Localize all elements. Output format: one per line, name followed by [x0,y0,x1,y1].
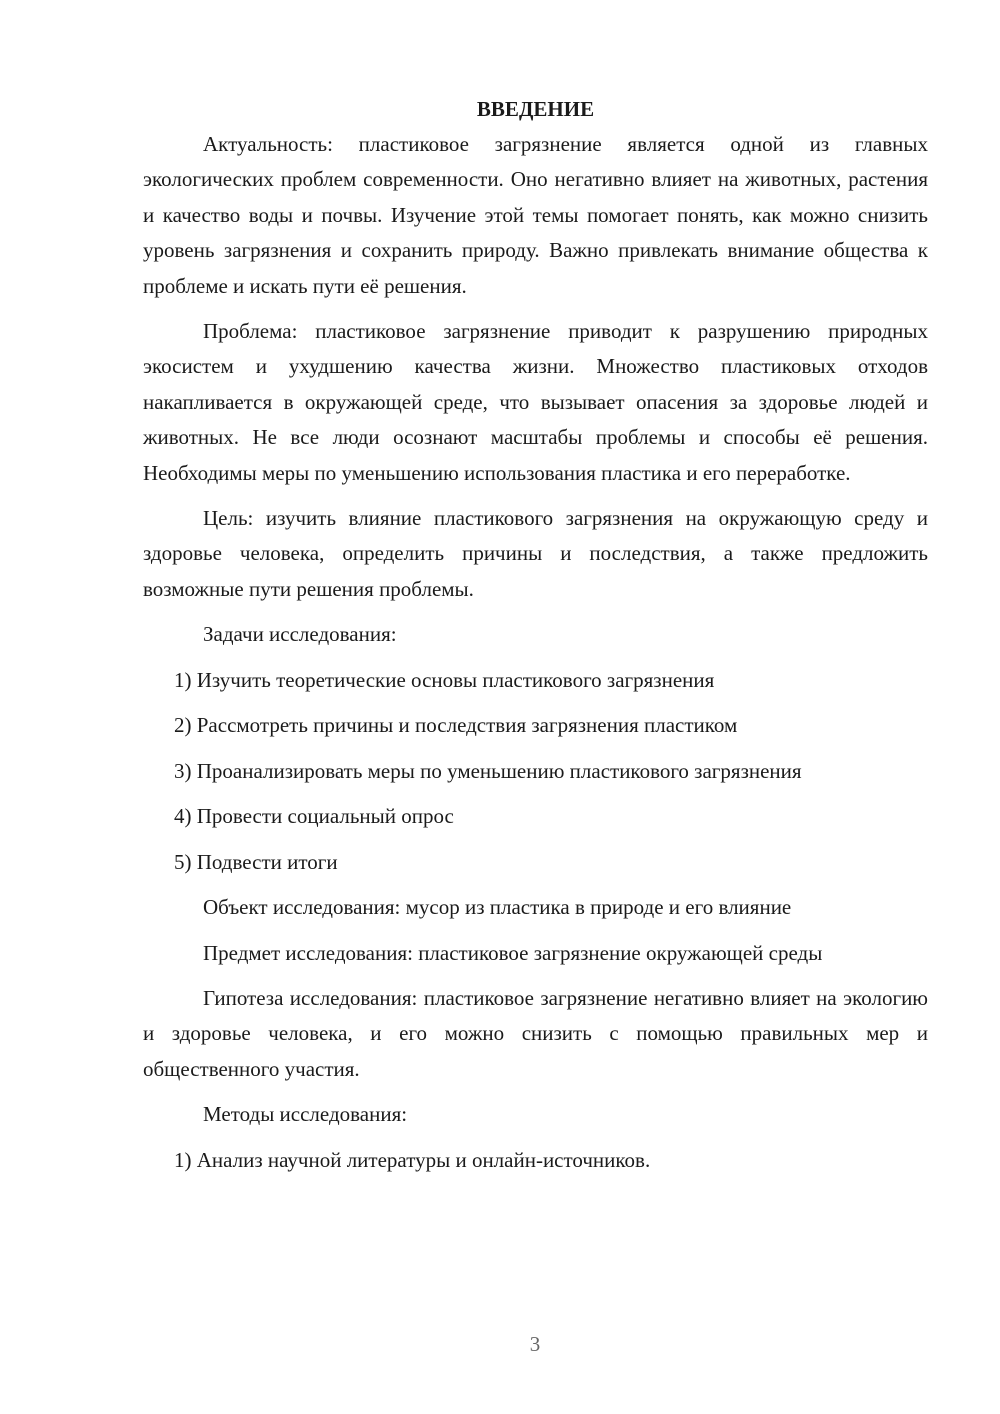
relevance-paragraph: Актуальность: пластиковое загрязнение является одной из главных экологических проблем современности. Оно негативно влияет на животных, растения и качество воды и почвы. Изучение этой темы помогает понять, как можно снизить уровень загрязнения и сохранить природу. Важно привлекать внимание общества к проблеме и искать пути её решения. [143,132,928,298]
tasks-list [143,663,928,880]
list-item: 1) Изучить теоретические основы пластикового загрязнения [174,667,715,692]
list-item: 3) Проанализировать меры по уменьшению пластикового загрязнения [174,758,802,783]
goal-paragraph: Цель: изучить влияние пластикового загрязнения на окружающую среду и здоровье человека, определить причины и последствия, а также предложить возможные пути решения проблемы. [143,506,928,601]
page-title: ВВЕДЕНИЕ [476,97,595,121]
list-item: 2) Рассмотреть причины и последствия загрязнения пластиком [174,713,738,738]
methods-list [143,1143,928,1178]
tasks-heading: Задачи исследования: [203,622,397,647]
document-page [143,92,928,1188]
methods-heading: Методы исследования: [203,1102,408,1127]
page-number: 3 [529,1332,541,1356]
list-item: 1) Анализ научной литературы и онлайн-источников. [174,1147,651,1172]
list-item: 5) Подвести итоги [174,849,338,874]
subject-paragraph: Предмет исследования: пластиковое загрязнение окружающей среды [203,940,823,965]
hypothesis-paragraph: Гипотеза исследования: пластиковое загрязнение негативно влияет на экологию и здоровье человека, и его можно снизить с помощью правильных мер и общественного участия. [143,986,928,1081]
problem-paragraph: Проблема: пластиковое загрязнение приводит к разрушению природных экосистем и ухудшению качества жизни. Множество пластиковых отходов накапливается в окружающей среде, что вызывает опасения за здоровье людей и животных. Не все люди осознают масштабы проблемы и способы её решения. Необходимы меры по уменьшению использования пластика и его переработке. [143,319,928,485]
list-item: 4) Провести социальный опрос [174,804,454,829]
object-paragraph: Объект исследования: мусор из пластика в природе и его влияние [203,895,792,920]
